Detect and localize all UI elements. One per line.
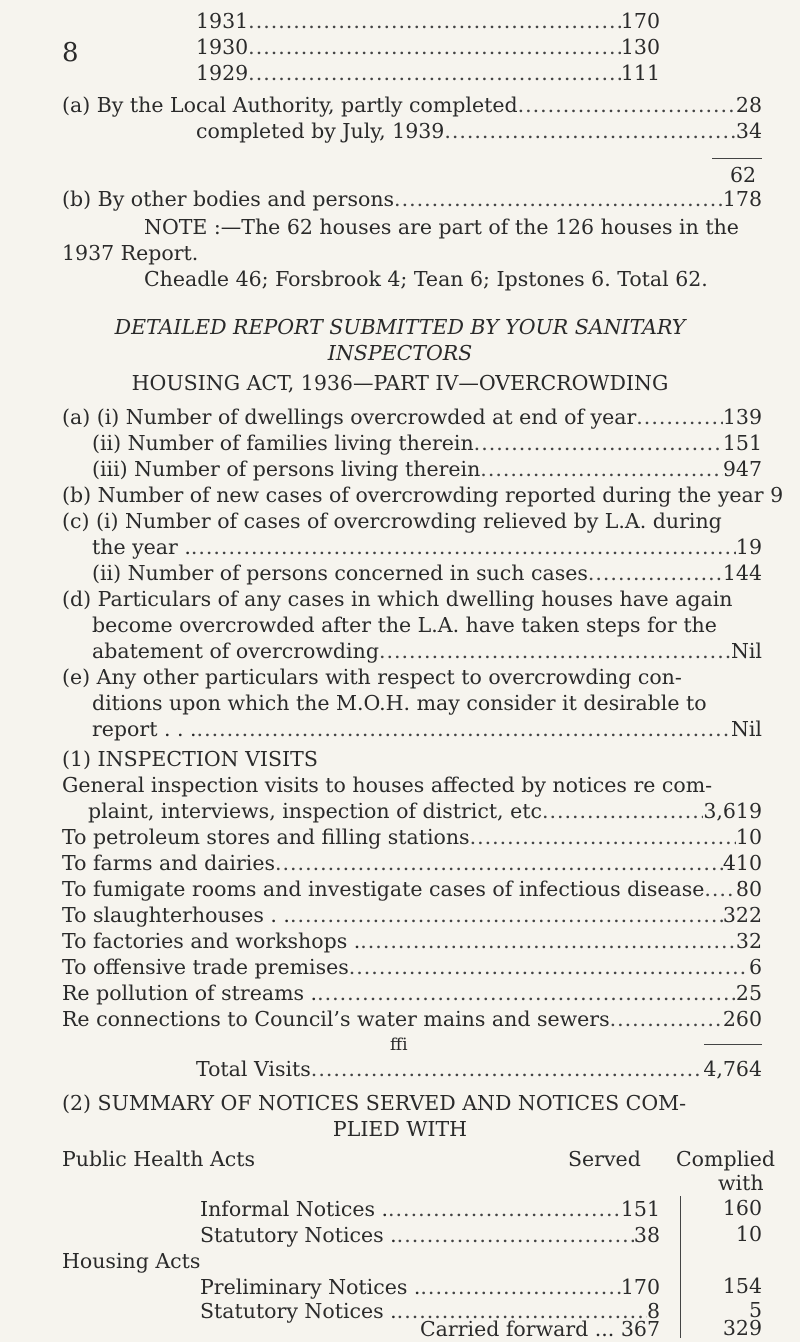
stray-mark: ffi	[390, 1035, 408, 1055]
complied-value: 10	[735, 1222, 762, 1246]
overcrowding-item: the year . ..... 19	[92, 534, 762, 560]
inspection-item: To farms and dairies ..... 410	[62, 850, 762, 876]
notices-heading: PLIED WITH	[332, 1117, 468, 1141]
inspection-item: Re connections to Council’s water mains and sewers ..... 260	[62, 1006, 762, 1032]
inspection-intro: General inspection visits to houses affected by notices re com-	[62, 773, 713, 797]
year-row: 1931 ..... 170	[196, 8, 660, 34]
col-acts-header: Public Health Acts	[62, 1147, 256, 1171]
overcrowding-item: (c) (i) Number of cases of overcrowding relieved by L.A. during	[62, 509, 722, 533]
section-heading: HOUSING ACT, 1936—PART IV—OVERCROWDING	[131, 371, 669, 395]
complied-value: 160	[722, 1196, 762, 1220]
col-complied-header: with	[718, 1171, 764, 1195]
housing-acts-label: Housing Acts	[62, 1249, 201, 1273]
total-visits: Total Visits ..... 4,764	[196, 1056, 762, 1082]
carried-forward-served: 367	[620, 1317, 660, 1341]
column-divider	[680, 1196, 681, 1338]
complied-value: 5	[748, 1298, 762, 1322]
report-heading: INSPECTORS	[327, 341, 473, 365]
complied-value: 154	[722, 1274, 762, 1298]
overcrowding-item: (iii) Number of persons living therein ..... 947	[92, 456, 762, 482]
notices-heading: (2) SUMMARY OF NOTICES SERVED AND NOTICES COM-	[62, 1091, 687, 1115]
local-authority-completed: completed by July, 1939 ..... 34	[196, 118, 762, 144]
inspection-item: To slaughterhouses . . ..... 322	[62, 902, 762, 928]
subtotal-rule	[712, 158, 762, 159]
note-line: NOTE :—The 62 houses are part of the 126 houses in the	[144, 215, 739, 239]
overcrowding-item: abatement of overcrowding ..... Nil	[92, 638, 762, 664]
overcrowding-item: (a) (i) Number of dwellings overcrowded at end of year ..... 139	[62, 404, 762, 430]
col-complied-header: Complied	[676, 1147, 775, 1171]
subtotal-value: 62	[730, 163, 757, 187]
notice-row: Informal Notices . ..... 151	[200, 1196, 660, 1222]
inspection-item: plaint, interviews, inspection of district, etc ..... 3,619	[88, 798, 762, 824]
overcrowding-item: (b) Number of new cases of overcrowding reported during the year 9	[62, 483, 784, 507]
overcrowding-item: (d) Particulars of any cases in which dwelling houses have again	[62, 587, 733, 611]
inspection-heading: (1) INSPECTION VISITS	[62, 747, 318, 771]
overcrowding-item: (e) Any other particulars with respect to overcrowding con-	[62, 665, 682, 689]
inspection-item: To factories and workshops . ..... 32	[62, 928, 762, 954]
carried-forward-label: Carried forward ...	[420, 1317, 615, 1341]
overcrowding-item: report . . . ..... Nil	[92, 716, 762, 742]
overcrowding-item: become overcrowded after the L.A. have taken steps for the	[92, 613, 717, 637]
carried-forward-row	[374, 1316, 660, 1342]
overcrowding-item: ditions upon which the M.O.H. may consider it desirable to	[92, 691, 707, 715]
note-line: 1937 Report.	[62, 241, 199, 265]
local-authority-partly: (a) By the Local Authority, partly completed ..... 28	[62, 92, 762, 118]
inspection-item: Re pollution of streams . ..... 25	[62, 980, 762, 1006]
notice-row: Statutory Notices . ..... 8	[200, 1298, 660, 1324]
report-heading: DETAILED REPORT SUBMITTED BY YOUR SANITARY	[114, 315, 686, 339]
col-served-header: Served	[568, 1147, 641, 1171]
notice-row: Statutory Notices . ..... 38	[200, 1222, 660, 1248]
year-row: 1929 ..... 111	[196, 60, 660, 86]
other-bodies: (b) By other bodies and persons ..... 178	[62, 186, 762, 212]
carried-forward-complied: 329	[722, 1316, 762, 1340]
inspection-item: To fumigate rooms and investigate cases of infectious disease ..... 80	[62, 876, 762, 902]
overcrowding-item: (ii) Number of persons concerned in such cases ..... 144	[92, 560, 762, 586]
overcrowding-item: (ii) Number of families living therein ..... 151	[92, 430, 762, 456]
year-row: 1930 ..... 130	[196, 34, 660, 60]
inspection-item: To offensive trade premises ..... 6	[62, 954, 762, 980]
page-number: 8	[62, 38, 79, 68]
note-line: Cheadle 46; Forsbrook 4; Tean 6; Ipstones 6. Total 62.	[144, 267, 708, 291]
notice-row: Preliminary Notices . ..... 170	[200, 1274, 660, 1300]
inspection-item: To petroleum stores and filling stations ..... 10	[62, 824, 762, 850]
total-rule	[704, 1044, 762, 1045]
